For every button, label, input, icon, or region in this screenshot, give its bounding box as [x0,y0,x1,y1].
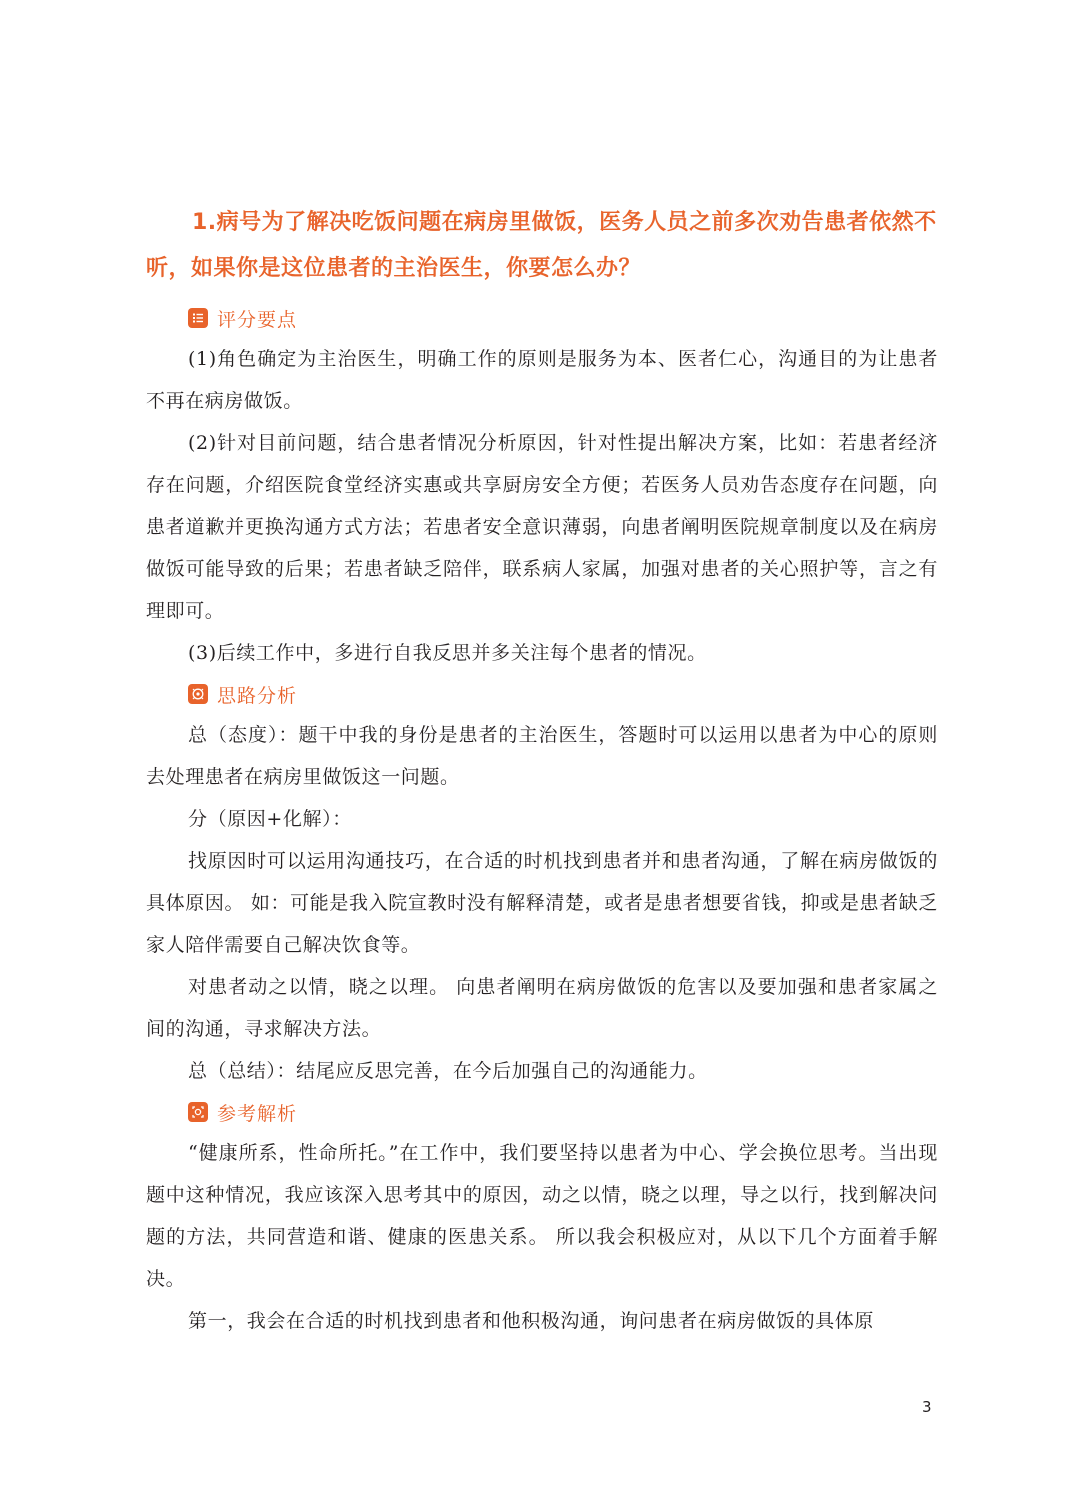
analysis-paragraph: 对患者动之以情，晓之以理。 向患者阐明在病房做饭的危害以及要加强和患者家属之间的沟通，寻求解决方法。 [146,976,938,1040]
list-icon [188,308,208,328]
section-reference-title: 参考解析 [217,1102,298,1125]
section-reference-header [188,1092,938,1132]
analysis-paragraph: 找原因时可以运用沟通技巧，在合适的时机找到患者并和患者沟通，了解在病房做饭的具体原因。 如：可能是我入院宣教时没有解释清楚，或者是患者想要省钱，抑或是患者缺乏家人陪伴需要自己解决饮食等。 [146,850,938,956]
thinking-icon [188,684,208,704]
scoring-paragraph: (3)后续工作中，多进行自我反思并多关注每个患者的情况。 [188,642,707,664]
reference-icon [188,1102,208,1122]
reference-paragraph: 第一，我会在合适的时机找到患者和他积极沟通，询问患者在病房做饭的具体原 [188,1310,875,1332]
section-scoring-header [188,298,938,338]
section-analysis-title: 思路分析 [217,684,298,707]
analysis-paragraph: 分（原因+化解）： [188,808,352,830]
section-scoring-title: 评分要点 [217,308,298,331]
reference-paragraph: “健康所系，性命所托。”在工作中，我们要坚持以患者为中心、学会换位思考。当出现题中这种情况，我应该深入思考其中的原因，动之以情，晓之以理，导之以行，找到解决问题的方法，共同营造和谐、健康的医患关系。 所以我会积极应对，从以下几个方面着手解决。 [146,1142,938,1290]
section-analysis-header [188,674,938,714]
scoring-paragraph: (2)针对目前问题，结合患者情况分析原因，针对性提出解决方案，比如：若患者经济存在问题，介绍医院食堂经济实惠或共享厨房安全方便；若医务人员劝告态度存在问题，向患者道歉并更换沟通方式方法；若患者安全意识薄弱，向患者阐明医院规章制度以及在病房做饭可能导致的后果；若患者缺乏陪伴，联系病人家属，加强对患者的关心照护等，言之有理即可。 [146,432,938,622]
analysis-paragraph: 总（态度）：题干中我的身份是患者的主治医生，答题时可以运用以患者为中心的原则去处理患者在病房里做饭这一问题。 [146,724,938,788]
page-number: 3 [922,1398,932,1416]
page-content [146,200,938,1342]
scoring-paragraph: (1)角色确定为主治医生，明确工作的原则是服务为本、医者仁心，沟通目的为让患者不再在病房做饭。 [146,348,938,412]
question-title: 1.病号为了解决吃饭问题在病房里做饭，医务人员之前多次劝告患者依然不听，如果你是这位患者的主治医生，你要怎么办？ [146,210,937,281]
analysis-paragraph: 总（总结）：结尾应反思完善，在今后加强自己的沟通能力。 [188,1060,708,1082]
